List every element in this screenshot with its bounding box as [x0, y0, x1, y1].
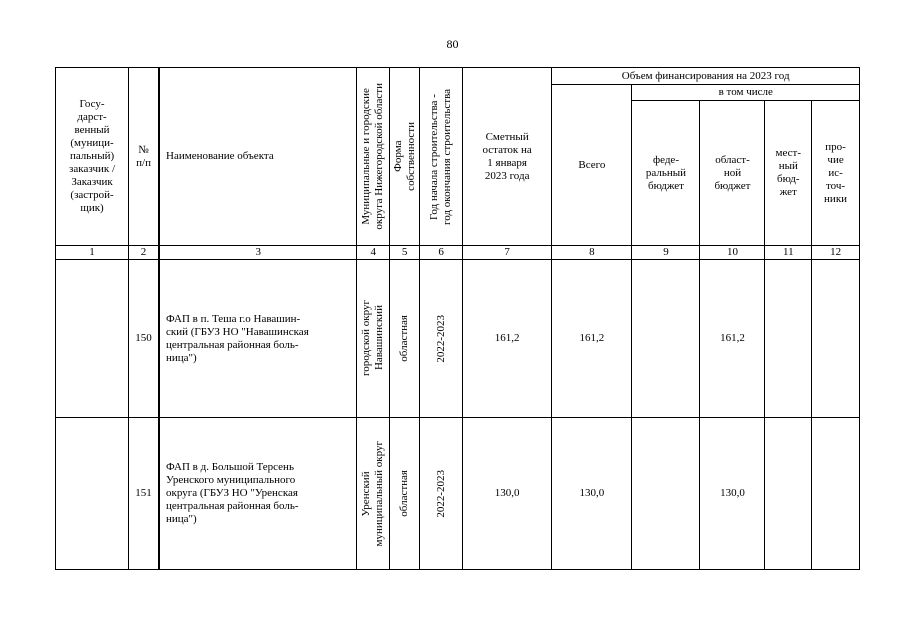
row-regional: 130,0	[700, 418, 765, 570]
row-object-name: ФАП в д. Большой Терсень Уренского муниципального округа (ГБУЗ НО "Уренская центральная районная боль- ница")	[159, 418, 357, 570]
row-total: 161,2	[552, 260, 632, 418]
page-number: 80	[446, 37, 459, 51]
row-number: 151	[129, 418, 159, 570]
header-other: про- чие ис- точ- ники	[812, 101, 860, 246]
table-row	[56, 260, 860, 418]
header-total: Всего	[552, 85, 632, 246]
col-num: 4	[357, 246, 389, 260]
row-local	[765, 418, 812, 570]
row-federal	[632, 260, 700, 418]
row-customer	[56, 418, 129, 570]
header-object-name: Наименование объекта	[159, 68, 357, 246]
row-years: 2022-2023	[420, 260, 463, 418]
header-including: в том числе	[632, 85, 860, 101]
col-num: 8	[552, 246, 632, 260]
header-local: мест- ный бюд- жет	[765, 101, 812, 246]
header-customer: Госу- дарст- венный (муници- пальный) заказчик / Заказчик (застрой- щик)	[56, 68, 129, 246]
header-balance: Сметный остаток на 1 января 2023 года	[462, 68, 551, 246]
header-number: № п/п	[129, 68, 159, 246]
row-other	[812, 418, 860, 570]
column-number-row	[56, 246, 860, 260]
header-ownership: Форма собственности	[389, 68, 419, 246]
col-num: 9	[632, 246, 700, 260]
row-municipality: городской округ Навашинский	[357, 260, 389, 418]
row-number: 150	[129, 260, 159, 418]
col-num: 2	[129, 246, 159, 260]
header-federal: феде- ральный бюджет	[632, 101, 700, 246]
col-num: 11	[765, 246, 812, 260]
row-municipality: Уренский муниципальный округ	[357, 418, 389, 570]
col-num: 1	[56, 246, 129, 260]
row-federal	[632, 418, 700, 570]
row-ownership: областная	[389, 418, 419, 570]
col-num: 10	[700, 246, 765, 260]
row-regional: 161,2	[700, 260, 765, 418]
row-other	[812, 260, 860, 418]
financing-table	[55, 67, 860, 570]
header-regional: област- ной бюджет	[700, 101, 765, 246]
col-num: 5	[389, 246, 419, 260]
table-row	[56, 418, 860, 570]
header-years: Год начала строительства - год окончания строительства	[420, 68, 463, 246]
col-num: 6	[420, 246, 463, 260]
row-customer	[56, 260, 129, 418]
row-total: 130,0	[552, 418, 632, 570]
header-municipality: Муниципальные и городские округа Нижегородской области	[357, 68, 389, 246]
col-num: 3	[159, 246, 357, 260]
col-num: 7	[462, 246, 551, 260]
header-financing: Объем финансирования на 2023 год	[552, 68, 860, 85]
row-local	[765, 260, 812, 418]
row-balance: 130,0	[462, 418, 551, 570]
row-ownership: областная	[389, 260, 419, 418]
row-balance: 161,2	[462, 260, 551, 418]
col-num: 12	[812, 246, 860, 260]
row-years: 2022-2023	[420, 418, 463, 570]
row-object-name: ФАП в п. Теша г.о Навашин- ский (ГБУЗ НО "Навашинская центральная районная боль- ница")	[159, 260, 357, 418]
